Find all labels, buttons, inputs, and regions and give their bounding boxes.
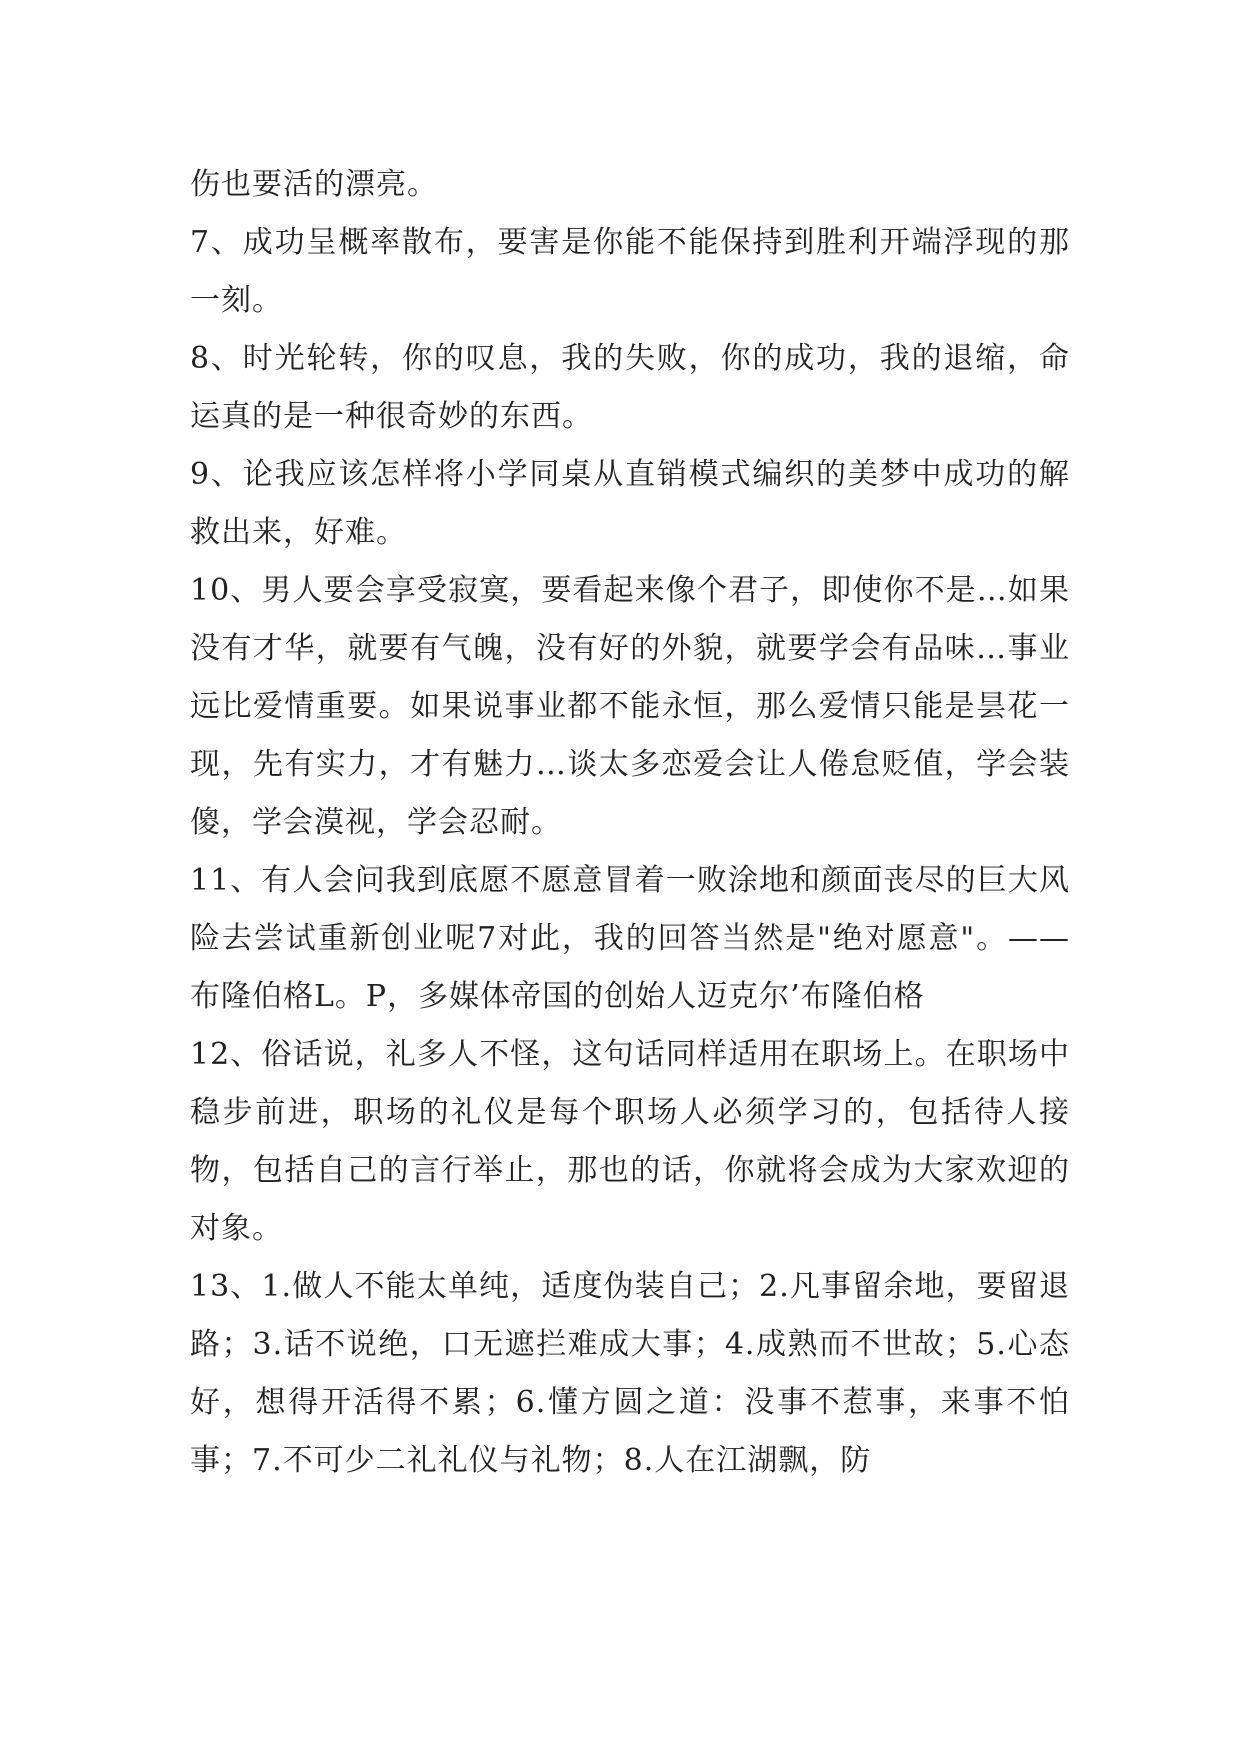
paragraph-continuation: 伤也要活的漂亮。: [190, 167, 438, 202]
paragraph-11: 11、有人会问我到底愿不愿意冒着一败涂地和颜面丧尽的巨大风险去尝试重新创业呢7对此，我的回答当然是"绝对愿意"。——布隆伯格L。P，多媒体帝国的创始人迈克尔’布隆伯格: [190, 863, 1070, 1014]
paragraph-9: 9、论我应该怎样将小学同桌从直销模式编织的美梦中成功的解救出来，好难。: [190, 457, 1070, 550]
paragraph-10: 10、男人要会享受寂寞，要看起来像个君子，即使你不是…如果没有才华，就要有气魄，没有好的外貌，就要学会有品味…事业远比爱情重要。如果说事业都不能永恒，那么爱情只能是昙花一现，先有实力，才有魅力…谈太多恋爱会让人倦怠贬值，学会装傻，学会漠视，学会忍耐。: [190, 573, 1070, 840]
paragraph-13: 13、1.做人不能太单纯，适度伪装自己；2.凡事留余地，要留退路；3.话不说绝，口无遮拦难成大事；4.成熟而不世故；5.心态好，想得开活得不累；6.懂方圆之道：没事不惹事，来事不怕事；7.不可少二礼礼仪与礼物；8.人在江湖飘，防: [190, 1269, 1070, 1478]
paragraph-12: 12、俗话说，礼多人不怪，这句话同样适用在职场上。在职场中稳步前进，职场的礼仪是每个职场人必须学习的，包括待人接物，包括自己的言行举止，那也的话，你就将会成为大家欢迎的对象。: [190, 1037, 1070, 1246]
body-text: [190, 156, 1070, 1490]
paragraph-8: 8、时光轮转，你的叹息，我的失败，你的成功，我的退缩，命运真的是一种很奇妙的东西。: [190, 341, 1070, 434]
paragraph-7: 7、成功呈概率散布，要害是你能不能保持到胜利开端浮现的那一刻。: [190, 225, 1070, 318]
